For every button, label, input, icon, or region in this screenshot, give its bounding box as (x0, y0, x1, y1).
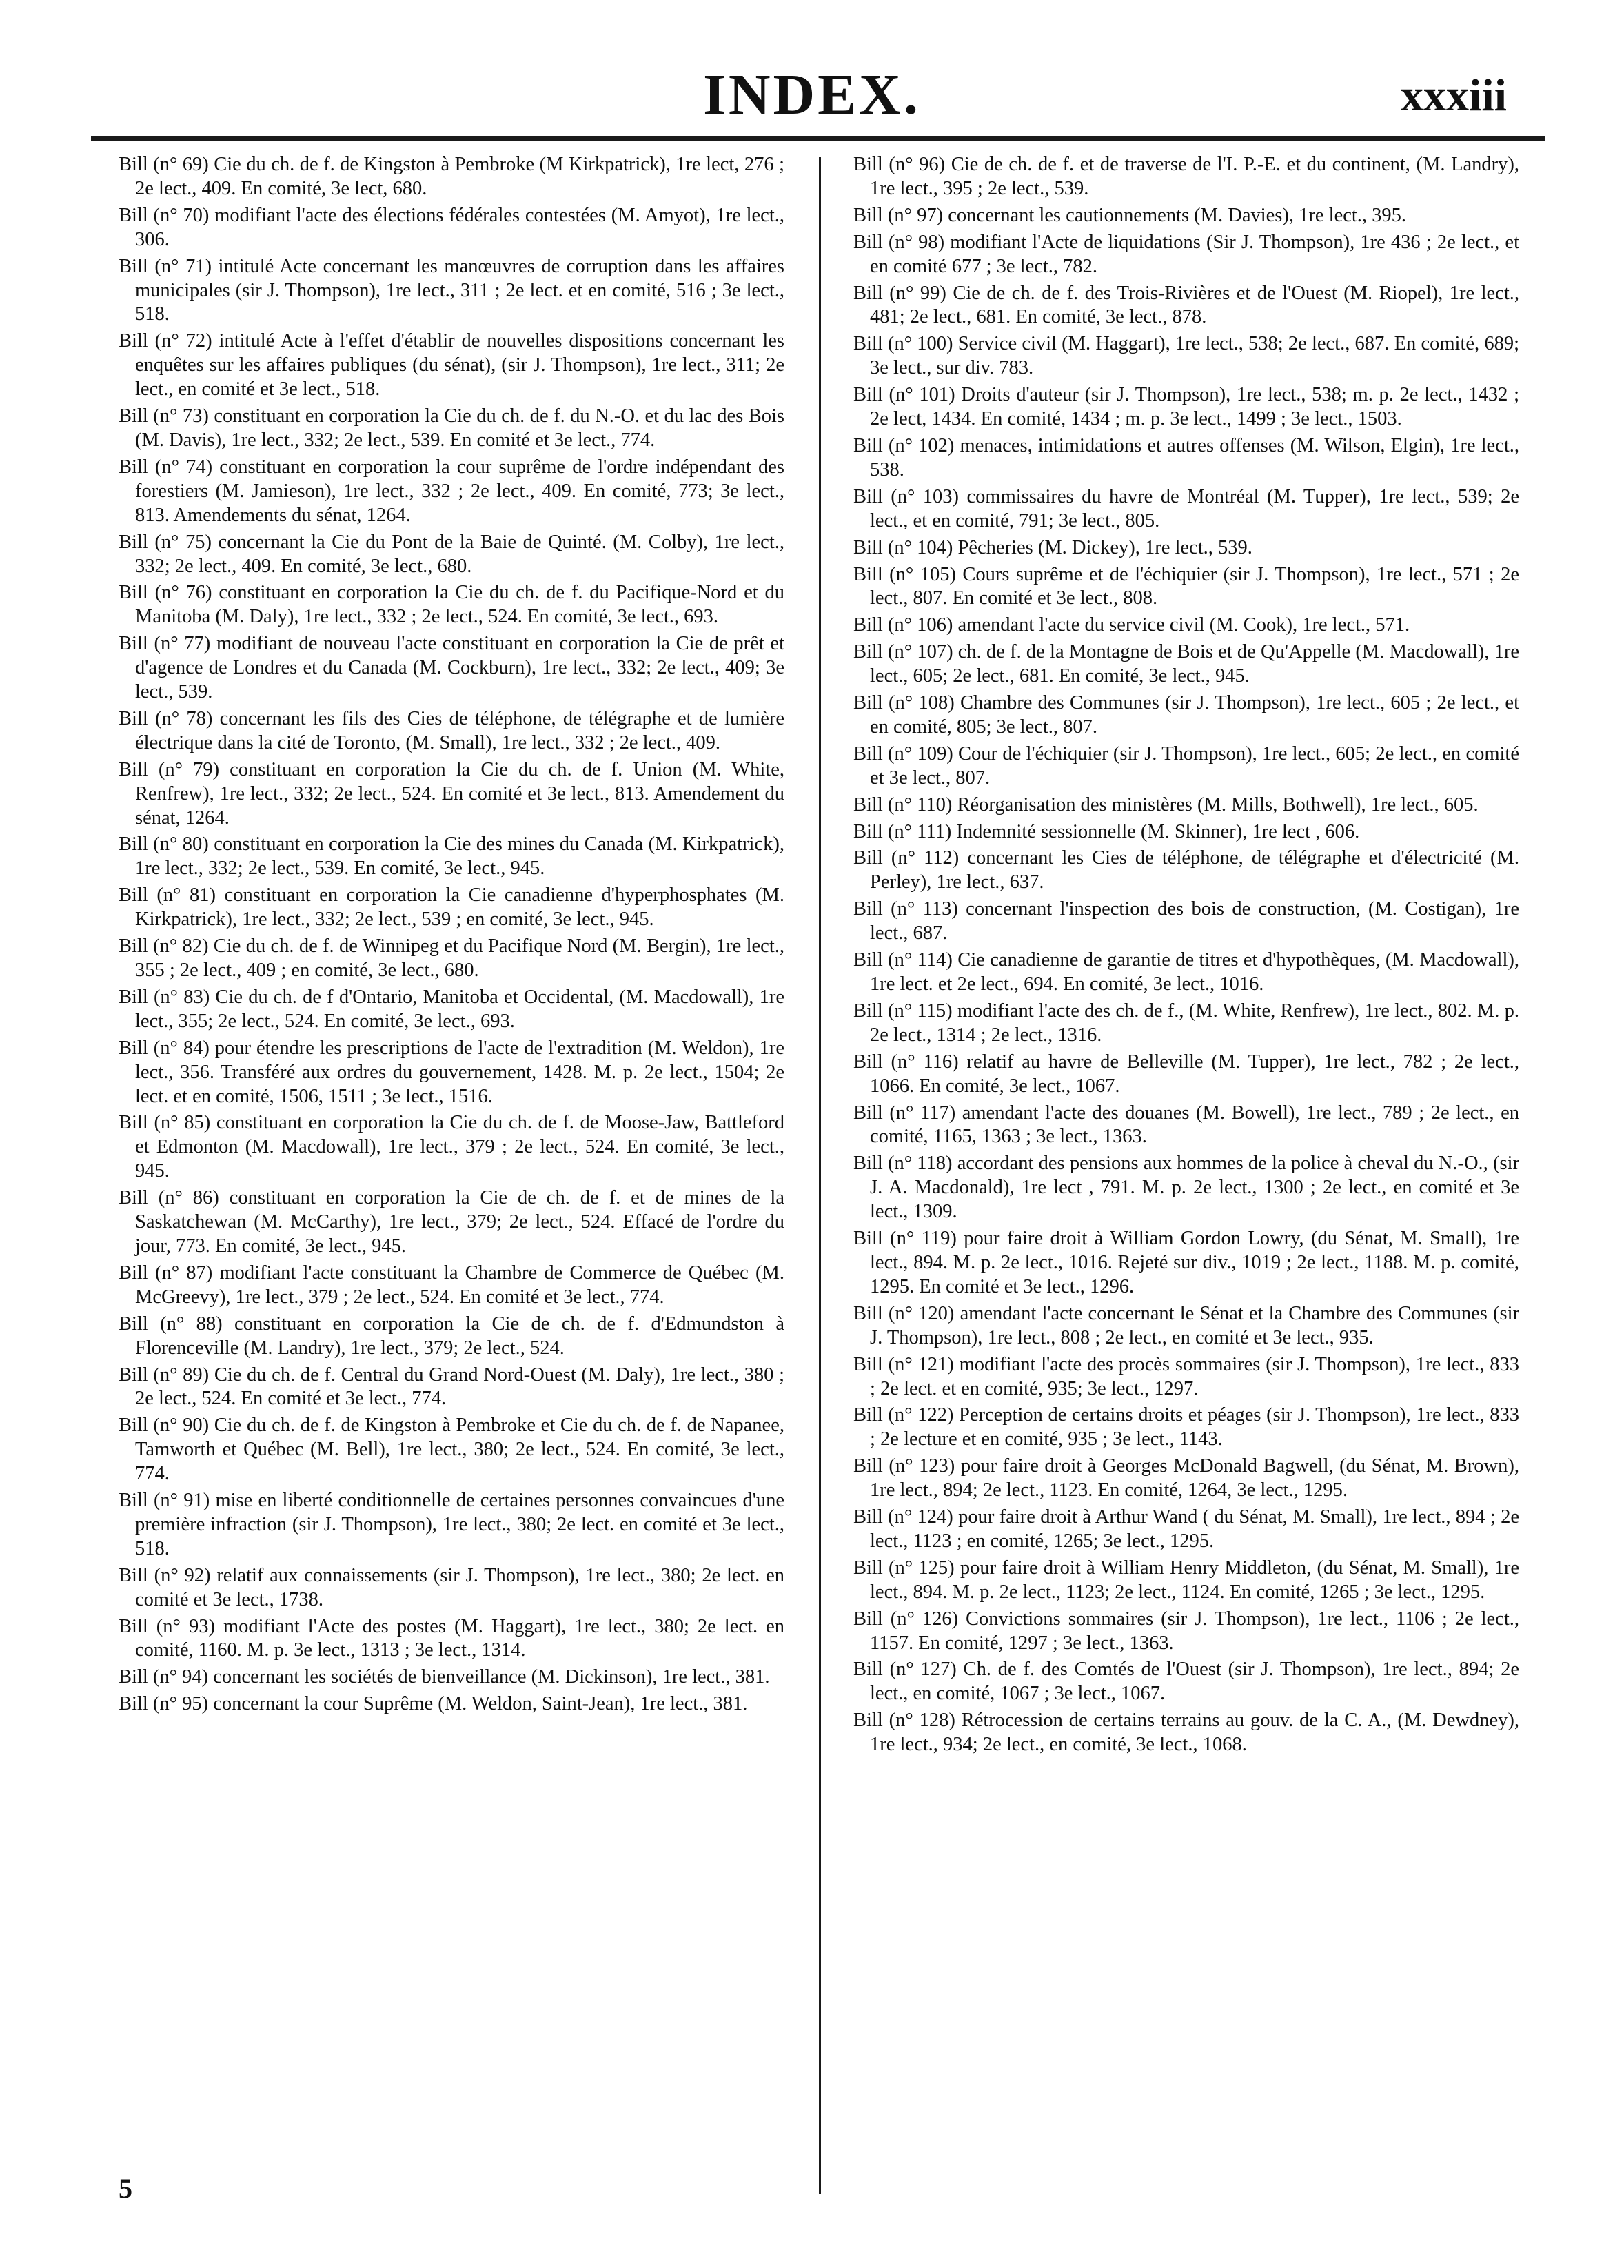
index-entry: Bill (n° 85) constituant en corporation la Cie du ch. de f. de Moose-Jaw, Battleford et Edmonton (M. Macdowall), 1re lect., 379 ; 2e lect., 524. En comité, 3e lect., 945. (119, 1112, 784, 1182)
index-entry: Bill (n° 91) mise en liberté conditionnelle de certaines personnes convaincues d'une première infraction (sir J. Thompson), 1re lect., 380; 2e lect. en comité et 3e lect., 518. (119, 1490, 784, 1559)
index-entry: Bill (n° 82) Cie du ch. de f. de Winnipeg et du Pacifique Nord (M. Bergin), 1re lect., 355 ; 2e lect., 409 ; en comité, 3e lect., 680. (119, 935, 784, 981)
index-entry: Bill (n° 109) Cour de l'échiquier (sir J. Thompson), 1re lect., 605; 2e lect., en comité et 3e lect., 807. (853, 742, 1519, 789)
index-entry: Bill (n° 108) Chambre des Communes (sir J. Thompson), 1re lect., 605 ; 2e lect., et en comité, 805; 3e lect., 807. (853, 692, 1519, 738)
index-entry: Bill (n° 75) concernant la Cie du Pont de la Baie de Quinté. (M. Colby), 1re lect., 332; 2e lect., 409. En comité, 3e lect., 680. (119, 531, 784, 577)
index-entry: Bill (n° 120) amendant l'acte concernant le Sénat et la Chambre des Communes (sir J. Thompson), 1re lect., 808 ; 2e lect., en comité et 3e lect., 935. (853, 1302, 1519, 1348)
index-entry: Bill (n° 123) pour faire droit à Georges McDonald Bagwell, (du Sénat, M. Brown), 1re lect., 894; 2e lect., 1123. En comité, 1264, 3e lect., 1295. (853, 1455, 1519, 1501)
index-entry: Bill (n° 102) menaces, intimidations et autres offenses (M. Wilson, Elgin), 1re lect., 538. (853, 434, 1519, 480)
index-column-left (119, 153, 784, 1719)
index-entry: Bill (n° 97) concernant les cautionnements (M. Davies), 1re lect., 395. (853, 204, 1407, 226)
index-entry: Bill (n° 114) Cie canadienne de garantie de titres et d'hypothèques, (M. Macdowall), 1re lect. et 2e lect., 694. En comité, 3e lect., 1016. (853, 949, 1519, 995)
index-entry: Bill (n° 77) modifiant de nouveau l'acte constituant en corporation la Cie de prêt et d'agence de Londres et du Canada (M. Cockburn), 1re lect., 332; 2e lect., 409; 3e lect., 539. (119, 633, 784, 703)
index-entry: Bill (n° 112) concernant les Cies de téléphone, de télégraphe et d'électricité (M. Perley), 1re lect., 637. (853, 847, 1519, 893)
index-entry: Bill (n° 84) pour étendre les prescriptions de l'acte de l'extradition (M. Weldon), 1re lect., 356. Transféré aux ordres du gouvernement, 1428. M. p. 2e lect., 1504; 2e lect. et en comité, 1506, 1511 ; 3e lect., 1516. (119, 1037, 784, 1107)
index-entry: Bill (n° 119) pour faire droit à William Gordon Lowry, (du Sénat, M. Small), 1re lect., 894. M. p. 2e lect., 1016. Rejeté sur div., 1019 ; 2e lect., 1188. M. p. comité, 1295. En comité et 3e lect., 1296. (853, 1228, 1519, 1297)
index-entry: Bill (n° 117) amendant l'acte des douanes (M. Bowell), 1re lect., 789 ; 2e lect., en comité, 1165, 1363 ; 3e lect., 1363. (853, 1102, 1519, 1148)
index-entry: Bill (n° 115) modifiant l'acte des ch. de f., (M. White, Renfrew), 1re lect., 802. M. p. 2e lect., 1314 ; 2e lect., 1316. (853, 1000, 1519, 1046)
index-entry: Bill (n° 107) ch. de f. de la Montagne de Bois et de Qu'Appelle (M. Macdowall), 1re lect., 605; 2e lect., 681. En comité, 3e lect., 945. (853, 641, 1519, 687)
header-rule (91, 136, 1545, 141)
index-column-right (853, 153, 1519, 1760)
index-entry: Bill (n° 128) Rétrocession de certains terrains au gouv. de la C. A., (M. Dewdney), 1re lect., 934; 2e lect., en comité, 3e lect., 1068. (853, 1710, 1519, 1756)
index-entry: Bill (n° 122) Perception de certains droits et péages (sir J. Thompson), 1re lect., 833 ; 2e lecture et en comité, 935 ; 3e lect., 1143. (853, 1404, 1519, 1450)
index-entry: Bill (n° 90) Cie du ch. de f. de Kingston à Pembroke et Cie du ch. de f. de Napanee, Tamworth et Québec (M. Bell), 1re lect., 380; 2e lect., 524. En comité, 3e lect., 774. (119, 1415, 784, 1485)
index-entry: Bill (n° 79) constituant en corporation la Cie du ch. de f. Union (M. White, Renfrew), 1re lect., 332; 2e lect., 524. En comité et 3e lect., 813. Amendement du sénat, 1264. (119, 758, 784, 829)
index-entry: Bill (n° 69) Cie du ch. de f. de Kingston à Pembroke (M Kirkpatrick), 1re lect, 276 ; 2e lect., 409. En comité, 3e lect, 680. (119, 154, 784, 199)
signature-mark: 5 (119, 2173, 132, 2204)
index-entry: Bill (n° 86) constituant en corporation la Cie de ch. de f. et de mines de la Saskatchewan (M. McCarthy), 1re lect., 379; 2e lect., 524. Effacé de l'ordre du jour, 773. En comité, 3e lect., 945. (119, 1187, 784, 1257)
index-entry: Bill (n° 118) accordant des pensions aux hommes de la police à cheval du N.-O., (sir J. A. Macdonald), 1re lect , 791. M. p. 2e lect., 1300 ; 2e lect., en comité et 3e lect., 1309. (853, 1153, 1519, 1223)
index-entry: Bill (n° 106) amendant l'acte du service civil (M. Cook), 1re lect., 571. (853, 614, 1410, 636)
index-entry: Bill (n° 127) Ch. de f. des Comtés de l'Ouest (sir J. Thompson), 1re lect., 894; 2e lect., en comité, 1067 ; 3e lect., 1067. (853, 1659, 1519, 1705)
page-title: INDEX. (703, 63, 921, 127)
index-entry: Bill (n° 74) constituant en corporation la cour suprême de l'ordre indépendant des forestiers (M. Jamieson), 1re lect., 332 ; 2e lect., 409. En comité, 773; 3e lect., 813. Amendements du sénat, 1264. (119, 456, 784, 526)
index-entry: Bill (n° 72) intitulé Acte à l'effet d'établir de nouvelles dispositions concernant les enquêtes sur les affaires publiques (du sénat), (sir J. Thompson), 1re lect., 311; 2e lect., en comité et 3e lect., 518. (119, 330, 784, 401)
index-entry: Bill (n° 126) Convictions sommaires (sir J. Thompson), 1re lect., 1106 ; 2e lect., 1157. En comité, 1297 ; 3e lect., 1363. (853, 1608, 1519, 1654)
index-entry: Bill (n° 96) Cie de ch. de f. et de traverse de l'I. P.-E. et du continent, (M. Landry), 1re lect., 395 ; 2e lect., 539. (853, 154, 1519, 199)
index-entry: Bill (n° 103) commissaires du havre de Montréal (M. Tupper), 1re lect., 539; 2e lect., et en comité, 791; 3e lect., 805. (853, 485, 1519, 531)
index-entry: Bill (n° 98) modifiant l'Acte de liquidations (Sir J. Thompson), 1re 436 ; 2e lect., et en comité 677 ; 3e lect., 782. (853, 231, 1519, 277)
index-entry: Bill (n° 95) concernant la cour Suprême (M. Weldon, Saint-Jean), 1re lect., 381. (119, 1693, 748, 1715)
index-entry: Bill (n° 104) Pêcheries (M. Dickey), 1re lect., 539. (853, 536, 1252, 558)
index-entry: Bill (n° 99) Cie de ch. de f. des Trois-Rivières et de l'Ouest (M. Riopel), 1re lect., 481; 2e lect., 681. En comité, 3e lect., 878. (853, 282, 1519, 328)
index-entry: Bill (n° 116) relatif au havre de Belleville (M. Tupper), 1re lect., 782 ; 2e lect., 1066. En comité, 3e lect., 1067. (853, 1051, 1519, 1097)
column-divider (819, 157, 821, 2194)
index-entry: Bill (n° 93) modifiant l'Acte des postes (M. Haggart), 1re lect., 380; 2e lect. en comité, 1160. M. p. 3e lect., 1313 ; 3e lect., 1314. (119, 1615, 784, 1661)
index-entry: Bill (n° 76) constituant en corporation la Cie du ch. de f. du Pacifique-Nord et du Manitoba (M. Daly), 1re lect., 332 ; 2e lect., 524. En comité, 3e lect., 693. (119, 582, 784, 628)
index-entry: Bill (n° 81) constituant en corporation la Cie canadienne d'hyperphosphates (M. Kirkpatrick), 1re lect., 332; 2e lect., 539 ; en comité, 3e lect., 945. (119, 884, 784, 931)
index-entry: Bill (n° 125) pour faire droit à William Henry Middleton, (du Sénat, M. Small), 1re lect., 894. M. p. 2e lect., 1123; 2e lect., 1124. En comité, 1265 ; 3e lect., 1295. (853, 1557, 1519, 1603)
index-entry: Bill (n° 83) Cie du ch. de f d'Ontario, Manitoba et Occidental, (M. Macdowall), 1re lect., 355; 2e lect., 524. En comité, 3e lect., 693. (119, 986, 784, 1032)
index-entry: Bill (n° 110) Réorganisation des ministères (M. Mills, Bothwell), 1re lect., 605. (853, 793, 1479, 816)
index-entry: Bill (n° 94) concernant les sociétés de bienveillance (M. Dickinson), 1re lect., 381. (119, 1666, 770, 1688)
index-entry: Bill (n° 121) modifiant l'acte des procès sommaires (sir J. Thompson), 1re lect., 833 ; 2e lect. et en comité, 935; 3e lect., 1297. (853, 1353, 1519, 1399)
page-number: xxxiii (1400, 70, 1507, 121)
index-entry: Bill (n° 73) constituant en corporation la Cie du ch. de f. du N.-O. et du lac des Bois (M. Davis), 1re lect., 332; 2e lect., 539. En comité et 3e lect., 774. (119, 405, 784, 451)
index-entry: Bill (n° 89) Cie du ch. de f. Central du Grand Nord-Ouest (M. Daly), 1re lect., 380 ; 2e lect., 524. En comité et 3e lect., 774. (119, 1364, 784, 1410)
index-entry: Bill (n° 111) Indemnité sessionnelle (M. Skinner), 1re lect , 606. (853, 820, 1360, 842)
index-entry: Bill (n° 105) Cours suprême et de l'échiquier (sir J. Thompson), 1re lect., 571 ; 2e lect., 807. En comité et 3e lect., 808. (853, 563, 1519, 609)
index-entry: Bill (n° 87) modifiant l'acte constituant la Chambre de Commerce de Québec (M. McGreevy), 1re lect., 379 ; 2e lect., 524. En comité et 3e lect., 774. (119, 1262, 784, 1308)
index-entry: Bill (n° 100) Service civil (M. Haggart), 1re lect., 538; 2e lect., 687. En comité, 689; 3e lect., sur div. 783. (853, 333, 1519, 379)
index-entry: Bill (n° 92) relatif aux connaissements (sir J. Thompson), 1re lect., 380; 2e lect. en comité et 3e lect., 1738. (119, 1564, 784, 1610)
index-entry: Bill (n° 80) constituant en corporation la Cie des mines du Canada (M. Kirkpatrick), 1re lect., 332; 2e lect., 539. En comité, 3e lect., 945. (119, 833, 784, 880)
index-entry: Bill (n° 78) concernant les fils des Cies de téléphone, de télégraphe et de lumière électrique dans la cité de Toronto, (M. Small), 1re lect., 332 ; 2e lect., 409. (119, 707, 784, 753)
index-entry: Bill (n° 101) Droits d'auteur (sir J. Thompson), 1re lect., 538; m. p. 2e lect., 1432 ; 2e lect, 1434. En comité, 1434 ; m. p. 3e lect., 1499 ; 3e lect., 1503. (853, 384, 1519, 430)
index-entry: Bill (n° 113) concernant l'inspection des bois de construction, (M. Costigan), 1re lect., 687. (853, 898, 1519, 944)
index-entry: Bill (n° 124) pour faire droit à Arthur Wand ( du Sénat, M. Small), 1re lect., 894 ; 2e lect., 1123 ; en comité, 1265; 3e lect., 1295. (853, 1506, 1519, 1552)
index-entry: Bill (n° 70) modifiant l'acte des élections fédérales contestées (M. Amyot), 1re lect., 306. (119, 204, 784, 250)
index-entry: Bill (n° 71) intitulé Acte concernant les manœuvres de corruption dans les affaires municipales (sir J. Thompson), 1re lect., 311 ; 2e lect. et en comité, 516 ; 3e lect., 518. (119, 255, 784, 325)
index-entry: Bill (n° 88) constituant en corporation la Cie de ch. de f. d'Edmundston à Florenceville (M. Landry), 1re lect., 379; 2e lect., 524. (119, 1313, 784, 1359)
